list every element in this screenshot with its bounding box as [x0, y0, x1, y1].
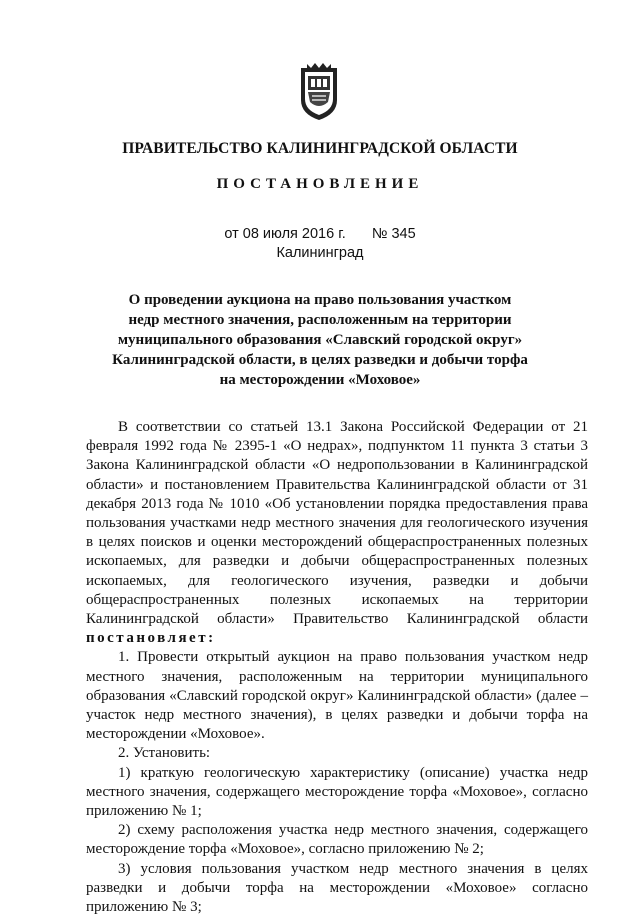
number-sign: №	[371, 226, 388, 242]
title-line: Калининградской области, в целях разведки и добычи торфа	[112, 352, 528, 368]
document-date-line	[0, 226, 640, 242]
body-paragraph: 3) условия пользования участком недр местного значения в целях разведки и добычи торфа на месторождении «Моховое» согласно приложению № 3;	[86, 860, 588, 916]
body-paragraph: 1. Провести открытый аукцион на право пользования участком недр местного значения, расположенным на территории муниципального образования «Славский городской округ» Калининградской области» (далее – участок недр местного значения), в целях разведки и добычи торфа на месторождении «Моховое».	[86, 649, 588, 743]
title-line: О проведении аукциона на право пользования участком	[128, 292, 512, 308]
body-paragraph: 1) краткую геологическую характеристику (описание) участка недр местного значения, содержащего месторождение торфа «Моховое», согласно приложению № 1;	[86, 764, 588, 820]
title-line: муниципального образования «Славский городской округ»	[117, 332, 523, 348]
document-date: 08 июля 2016	[242, 226, 335, 242]
preamble-paragraph	[86, 418, 588, 648]
title-line: недр местного значения, расположенным на территории	[128, 312, 512, 328]
body-paragraph: 2. Установить:	[118, 745, 211, 762]
document-body	[86, 418, 588, 917]
organization-name: ПРАВИТЕЛЬСТВО КАЛИНИНГРАДСКОЙ ОБЛАСТИ	[122, 140, 518, 157]
date-prefix: от	[224, 226, 239, 242]
city: Калининград	[276, 245, 364, 261]
document-type: ПОСТАНОВЛЕНИЕ	[216, 176, 424, 192]
resolves-word: постановляет:	[86, 630, 216, 647]
preamble-text: В соответствии со статьей 13.1 Закона Российской Федерации от 21 февраля 1992 года № 2395-1 «О недрах», подпунктом 11 пункта 3 статьи 3 Закона Калининградской области «О недропользовании в Калининградской области» и постановлением Правительства Калининградской области от 31 декабря 2013 года № 1010 «Об установлении порядка предоставления права пользования участками недр местного значения для геологического изучения в целях поисков и оценки месторождений общераспространенных полезных ископаемых, для разведки и добычи общераспространенных полезных ископаемых, для геологического изучения, разведки и добычи общераспространенных полезных ископаемых на территории Калининградской области» Правительство Калининградской области	[86, 419, 588, 628]
body-paragraph: 2) схему расположения участка недр местного значения, содержащего месторождение торфа «Моховое», согласно приложению № 2;	[86, 822, 588, 858]
year-suffix: г.	[338, 226, 346, 242]
title-line: на месторождении «Моховое»	[219, 372, 421, 388]
document-number: 345	[391, 226, 416, 242]
coat-of-arms-icon	[297, 60, 341, 122]
document-title	[0, 290, 640, 390]
